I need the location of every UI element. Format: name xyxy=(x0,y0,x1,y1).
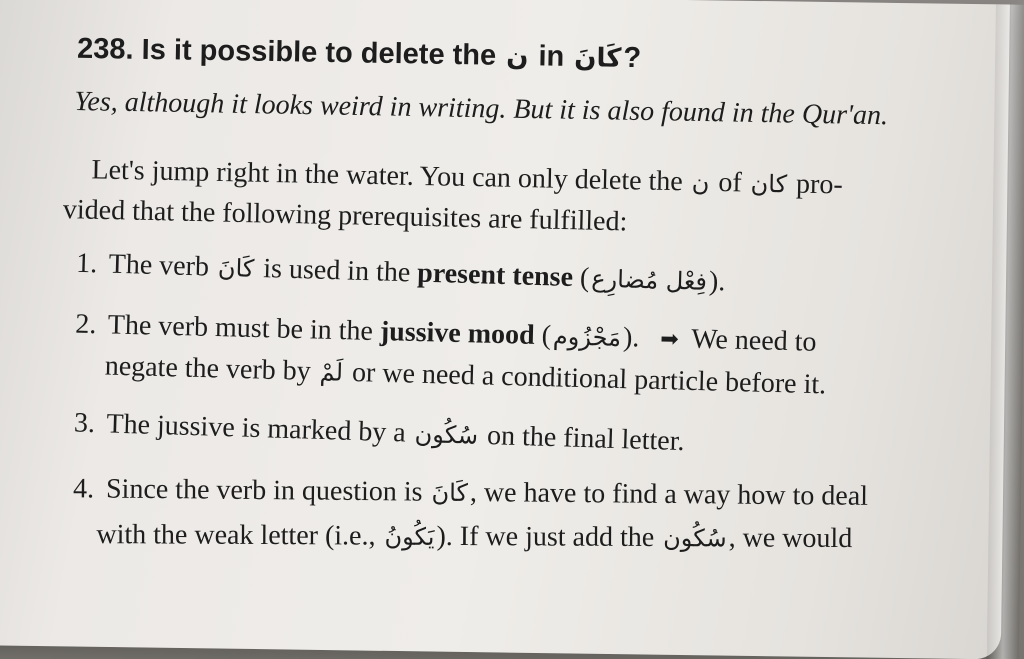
list-item-arabic-term: فِعْل مُضارِع xyxy=(590,264,708,296)
list-item-number: 4. xyxy=(72,473,95,505)
list-item-number: 2. xyxy=(74,308,97,341)
list-item-arabic-word: كَانَ xyxy=(431,478,469,508)
list-item-text-after: , we have to find a way how to deal xyxy=(469,477,869,512)
section-heading xyxy=(76,32,642,75)
intro-arabic-letter: ن xyxy=(691,168,710,197)
list-item-continuation xyxy=(96,521,852,553)
answer-text: Yes, although it looks weird in writing. But it is also found in the Qur'an. xyxy=(74,86,889,132)
heading-text-before: Is it possible to delete the xyxy=(141,33,497,72)
list-item-text-before: The verb xyxy=(108,248,210,283)
list-item-text-before: The verb must be in the xyxy=(107,309,374,347)
list-item xyxy=(73,475,868,511)
list-item-bold: jussive mood xyxy=(379,316,536,351)
list-item-line-2-after: or we need a conditional particle before it. xyxy=(351,356,827,401)
list-item-line-2-before: with the weak letter (i.e., xyxy=(96,519,376,552)
list-item-arabic-term: مَجْزُوم xyxy=(552,322,622,352)
list-item-line-2-middle: ). If we just add the xyxy=(436,520,655,554)
list-item-line-2-arabic: لَمْ xyxy=(319,358,344,387)
list-item-text-before: Since the verb in question is xyxy=(105,473,423,508)
list-item-paren-close: ). xyxy=(708,265,726,298)
list-item-line-2-arabic: يَكُونُ xyxy=(384,522,435,551)
list-item-line-2-after: , we would xyxy=(728,522,853,555)
list-item-line-2-term: سُكُون xyxy=(663,524,727,553)
list-item-number: 3. xyxy=(73,407,96,440)
list-item xyxy=(74,409,685,456)
list-item-arabic-word: كَانَ xyxy=(217,253,255,283)
heading-text-middle: in xyxy=(538,40,565,73)
list-item-line-2-before: negate the verb by xyxy=(104,350,312,387)
list-item-text-before: The jussive is marked by a xyxy=(106,408,407,449)
list-item-continuation xyxy=(104,350,827,401)
heading-arabic-word: كَانَ xyxy=(574,43,622,74)
right-arrow-icon: ➡ xyxy=(660,326,680,353)
intro-line-2: vided that the following prerequisites are fulfilled: xyxy=(62,194,628,238)
heading-question-mark: ? xyxy=(623,41,642,75)
heading-arabic-letter: ن xyxy=(505,41,529,73)
list-item-text-after: on the final letter. xyxy=(486,420,685,458)
intro-line-1-after: pro- xyxy=(795,168,844,201)
list-item-arabic-term: سُكُون xyxy=(414,419,479,450)
intro-line-1-middle: of xyxy=(718,167,743,199)
list-item-paren-open: ( xyxy=(579,262,590,294)
list-item xyxy=(74,308,817,358)
intro-arabic-word: كان xyxy=(750,169,788,199)
intro-line-1 xyxy=(91,156,843,199)
list-item-bold: present tense xyxy=(416,257,574,293)
intro-line-1-before: Let's jump right in the water. You can only delete the xyxy=(91,154,684,198)
heading-number: 238. xyxy=(76,32,134,66)
list-item-paren-close: ). xyxy=(622,322,640,354)
list-item-number: 1. xyxy=(75,247,98,280)
list-item-paren-open: ( xyxy=(541,320,552,352)
list-item xyxy=(75,247,726,298)
list-item-text-after: We need to xyxy=(690,323,817,358)
list-item-text-middle: is used in the xyxy=(262,253,411,289)
